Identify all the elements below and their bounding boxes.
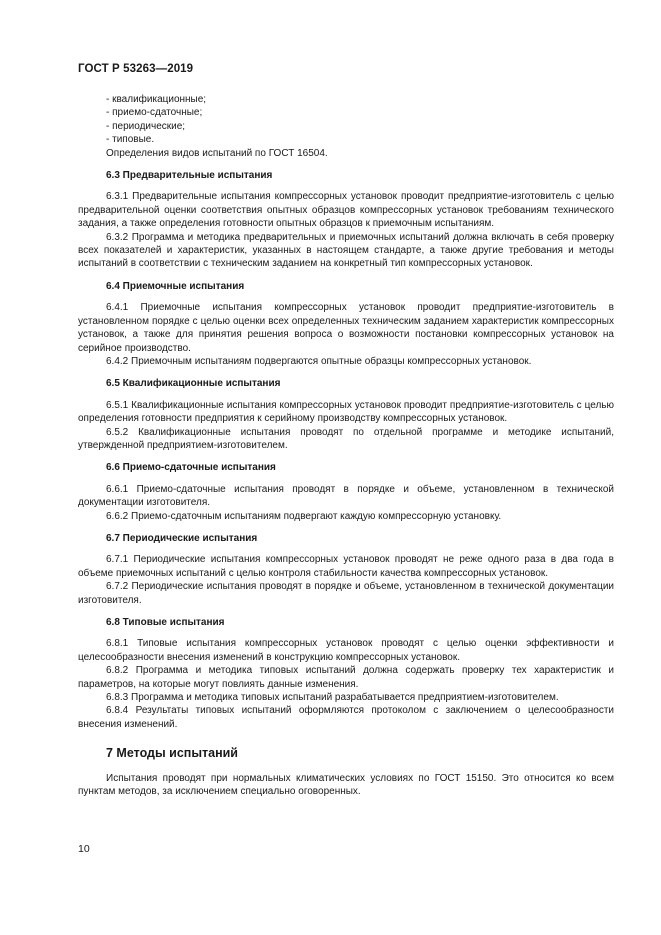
paragraph-6-4-1: 6.4.1 Приемочные испытания компрессорных установок проводит предприятие-изготовитель в установленном порядке с целью оценки всех определенных техническим заданием характеристик компрессорных установок, а также для принятия решения вопроса о возможности постановки компрессорных установок на серийное производство.	[78, 302, 614, 354]
list-item: - периодические;	[106, 120, 186, 132]
document-header: ГОСТ Р 53263—2019	[78, 63, 194, 75]
paragraph-6-4-2: 6.4.2 Приемочным испытаниям подвергаются опытные образцы компрессорных установок.	[106, 355, 532, 367]
paragraph-6-7-1: 6.7.1 Периодические испытания компрессорных установок проводят не реже одного раза в два года в объеме приемочных испытаний с целью контроля стабильности качества компрессорных установок.	[78, 554, 614, 579]
section-heading-6-7: 6.7 Периодические испытания	[106, 532, 258, 544]
section-heading-6-3: 6.3 Предварительные испытания	[106, 170, 273, 182]
definition-paragraph: Определения видов испытаний по ГОСТ 16504.	[106, 147, 328, 159]
list-item: - типовые.	[106, 134, 155, 146]
paragraph-6-3-2: 6.3.2 Программа и методика предварительных и приемочных испытаний должна включать в себя проверку всех показателей и характеристик, указанных в настоящем стандарте, а также другие требования и методы испытаний в соответствии с техническим заданием на конкретный тип компрессорных установок.	[78, 231, 614, 270]
paragraph-6-6-1: 6.6.1 Приемо-сдаточные испытания проводят в порядке и объеме, установленном в технической документации изготовителя.	[78, 483, 614, 509]
list-item: - приемо-сдаточные;	[106, 107, 203, 119]
paragraph-6-5-2: 6.5.2 Квалификационные испытания проводят по отдельной программе и методике испытаний, утвержденной предприятием-изготовителем.	[78, 426, 614, 451]
paragraph-6-3-1: 6.3.1 Предварительные испытания компрессорных установок проводит предприятие-изготовитель с целью предварительной оценки соответствия опытных образцов компрессорных установок требованиям технического задания, а также определения готовности опытных образцов к приемочным испытаниям.	[78, 191, 614, 230]
paragraph-7-intro: Испытания проводят при нормальных климатических условиях по ГОСТ 15150. Это относится ко всем пунктам методов, за исключением специально оговоренных.	[78, 772, 614, 798]
paragraph-6-8-4: 6.8.4 Результаты типовых испытаний оформляются протоколом с заключением о целесообразности внесения изменений.	[78, 705, 614, 730]
paragraph-6-7-2: 6.7.2 Периодические испытания проводят в порядке и объеме, установленном в технической документации изготовителя.	[78, 581, 614, 606]
test-types-list	[78, 93, 614, 147]
page-number: 10	[78, 843, 90, 855]
paragraph-6-5-1: 6.5.1 Квалификационные испытания компрессорных установок проводит предприятие-изготовитель с целью определения готовности предприятия к серийному производству компрессорных установок.	[78, 399, 614, 425]
paragraph-6-8-1: 6.8.1 Типовые испытания компрессорных установок проводят с целью оценки эффективности и целесообразности внесения изменений в конструкцию компрессорных установок.	[78, 638, 614, 663]
section-heading-7: 7 Методы испытаний	[106, 746, 238, 761]
list-item: - квалификационные;	[106, 94, 207, 105]
section-heading-6-5: 6.5 Квалификационные испытания	[106, 378, 281, 390]
paragraph-6-8-2: 6.8.2 Программа и методика типовых испытаний должна содержать проверку тех характеристик и параметров, на которые могут повлиять данные изменения.	[78, 665, 614, 690]
page-content	[78, 93, 614, 798]
section-heading-6-4: 6.4 Приемочные испытания	[106, 280, 245, 292]
paragraph-6-6-2: 6.6.2 Приемо-сдаточным испытаниям подвергают каждую компрессорную установку.	[106, 510, 502, 522]
paragraph-6-8-3: 6.8.3 Программа и методика типовых испытаний разрабатывается предприятием-изготовителем.	[106, 692, 559, 704]
section-heading-6-8: 6.8 Типовые испытания	[106, 617, 225, 628]
section-heading-6-6: 6.6 Приемо-сдаточные испытания	[106, 462, 276, 474]
